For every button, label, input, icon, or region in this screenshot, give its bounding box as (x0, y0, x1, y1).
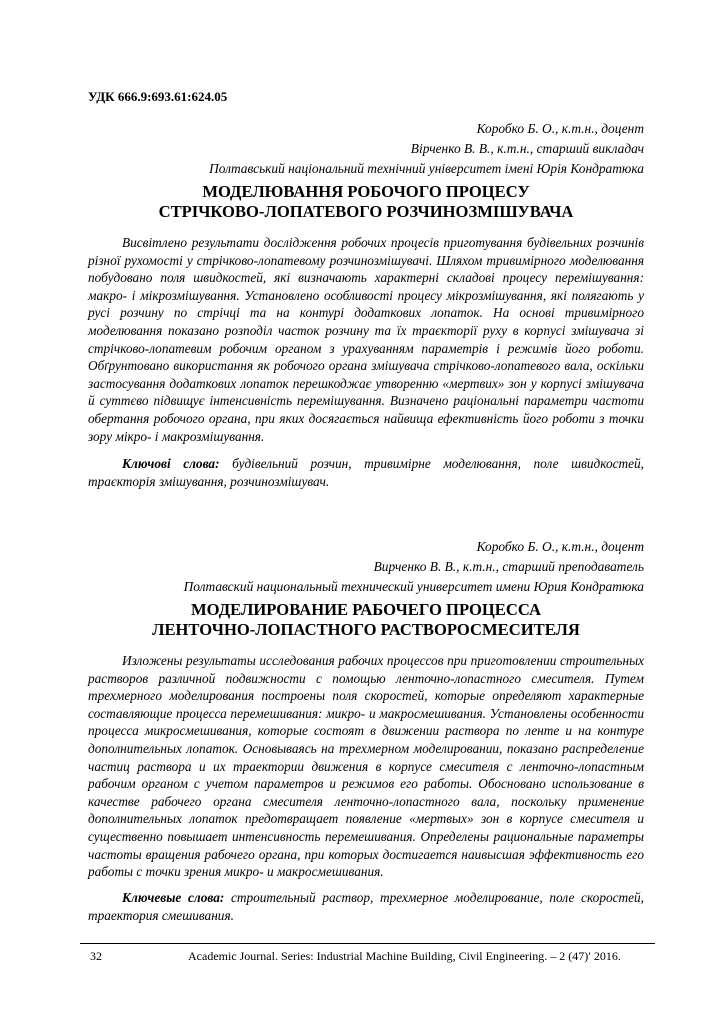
affiliation-line: Полтавський національний технічний університет імені Юрія Кондратюка (209, 161, 644, 176)
article-title-ru (88, 600, 644, 640)
authors-block-ru (184, 537, 644, 597)
affiliation-line: Полтавский национальный технический университет имени Юрия Кондратюка (183, 579, 644, 594)
title-line: МОДЕЛЮВАННЯ РОБОЧОГО ПРОЦЕСУ (202, 182, 530, 201)
authors-block-ua (209, 119, 644, 179)
author-line: Коробко Б. О., к.т.н., доцент (476, 121, 644, 136)
page-number: 32 (90, 949, 102, 963)
footer-divider (80, 943, 655, 944)
author-line: Коробко Б. О., к.т.н., доцент (476, 539, 644, 554)
keywords-label: Ключові слова: (122, 456, 220, 471)
journal-reference: Academic Journal. Series: Industrial Machine Building, Civil Engineering. – 2 (47)′ 2016. (188, 949, 621, 963)
author-line: Вирченко В. В., к.т.н., старший преподаватель (373, 559, 644, 574)
abstract-ua: Висвітлено результати дослідження робочих процесів приготування будівельних розчинів різної рухомості у стрічково-лопатевому розчинозмішувачі. Шляхом тривимірного моделювання побудовано поля швидкостей, які визначають характерні складові процесу перемішування: макро- і мікрозмішування. Установлено особливості процесу мікрозмішування, які полягають у русі розчину по стрічці та на контурі додаткових лопаток. На основі тривимірного моделювання показано розподіл часток розчину та їх траєкторії руху в корпусі змішувача зі стрічково-лопатевим робочим органом з урахуванням параметрів і режимів його роботи. Обґрунтовано використання як робочого органа змішувача стрічково-лопатевого вала, оскільки застосування додаткових лопаток перешкоджає утворенню «мертвих» зон у корпусі змішувача й суттєво підвищує інтенсивність перемішування. Визначено раціональні параметри частоти обертання робочого органа, при яких досягається найвища ефективність його роботи з точки зору мікро- і макрозмішування. (88, 235, 644, 444)
title-line: ЛЕНТОЧНО-ЛОПАСТНОГО РАСТВОРОСМЕСИТЕЛЯ (152, 620, 580, 639)
article-title-ua (88, 182, 644, 222)
author-line: Вірченко В. В., к.т.н., старший викладач (410, 141, 644, 156)
keywords-ua (88, 455, 644, 490)
abstract-ru: Изложены результаты исследования рабочих процессов при приготовлении строительных растворов различной подвижности с помощью ленточно-лопастного смесителя. Путем трехмерного моделирования построены поля скоростей, которые определяют характерные составляющие процесса перемешивания: микро- и макросмешивания. Установлены особенности процесса микросмешивания, которые состоят в движении раствора по ленте и на контуре дополнительных лопаток. Основываясь на трехмерном моделировании, показано распределение частиц раствора и их траектории движения в корпусе смесителя с ленточно-лопастным рабочим органом с учетом параметров и режимов его работы. Обосновано использование в качестве рабочего органа смесителя ленточно-лопастного вала, поскольку применение дополнительных лопаток предотвращает появление «мертвых» зон в корпусе смесителя и существенно повышает интенсивность перемешивания. Определены рациональные параметры частоты вращения рабочего органа, при которых достигается наивысшая эффективность его работы с точки зрения микро- и макросмешивания. (88, 653, 644, 880)
keywords-ru (88, 889, 644, 924)
udc-code: УДК 666.9:693.61:624.05 (88, 89, 228, 104)
keywords-text: строительный раствор, трехмерное моделирование, поле скоростей, траектория смешивания. (88, 890, 644, 923)
title-line: МОДЕЛИРОВАНИЕ РАБОЧЕГО ПРОЦЕССА (190, 600, 541, 619)
keywords-text: будівельний розчин, тривимірне моделювання, поле швидкостей, траєкторія змішування, розчинозмішувач. (88, 456, 644, 489)
title-line: СТРІЧКОВО-ЛОПАТЕВОГО РОЗЧИНОЗМІШУВАЧА (158, 202, 574, 221)
keywords-label: Ключевые слова: (122, 890, 225, 905)
